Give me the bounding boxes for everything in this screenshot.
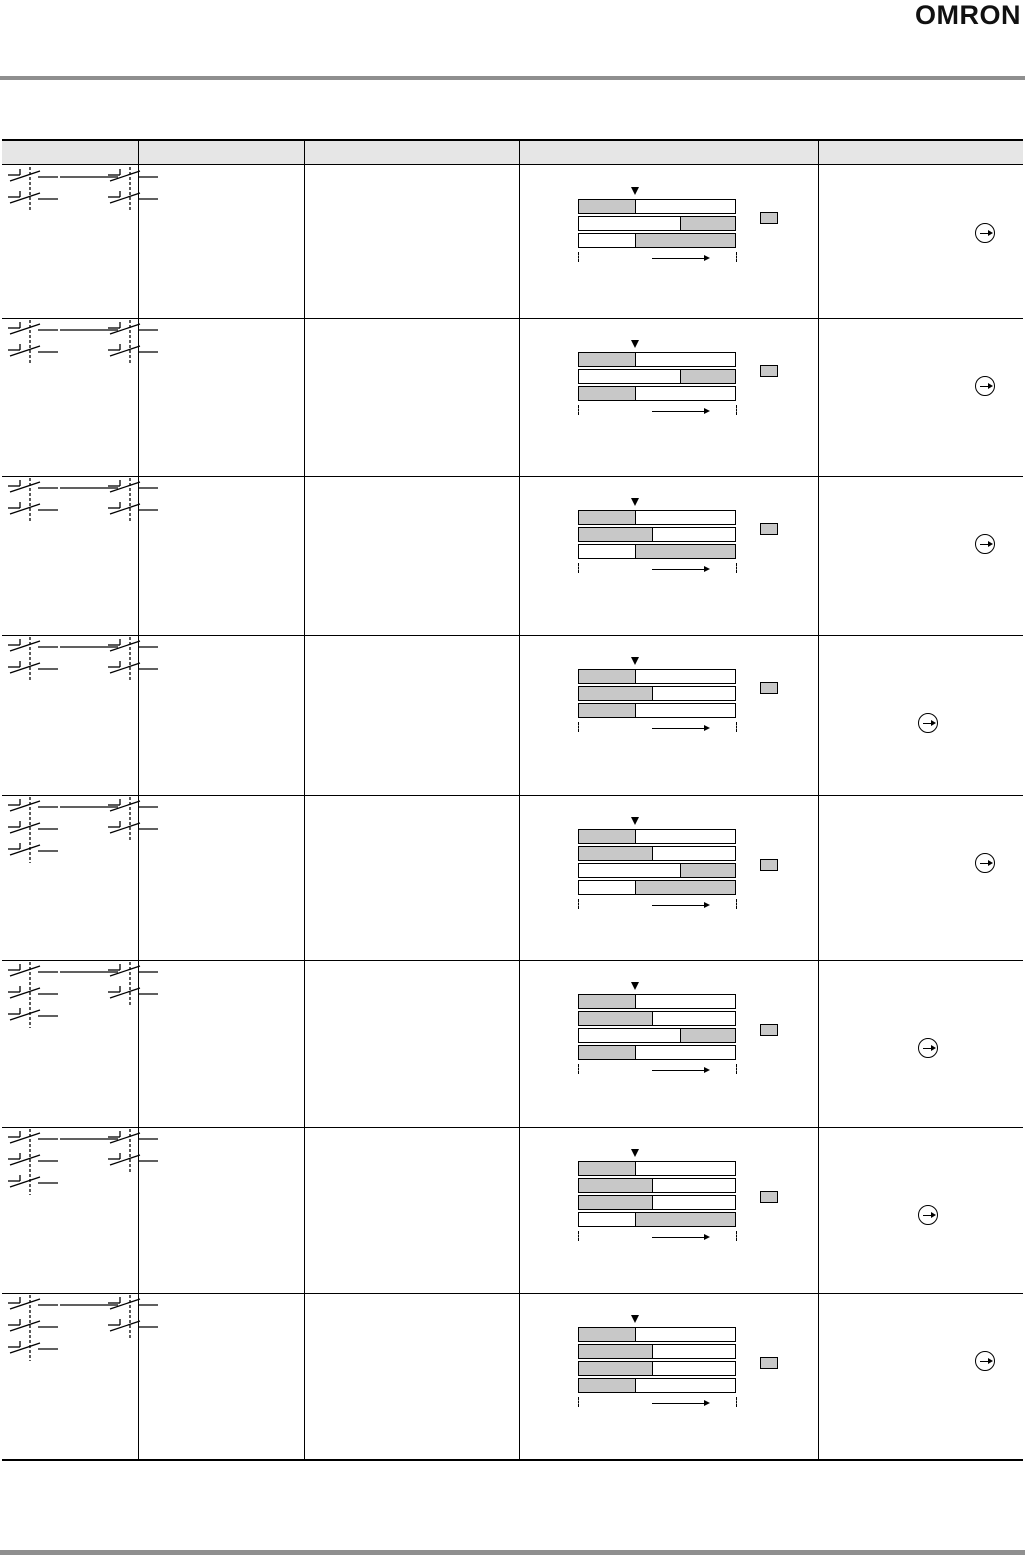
timing-bar-divider: [635, 670, 636, 683]
timing-bar-on-segment: [579, 847, 652, 860]
timing-bar: [578, 1045, 736, 1060]
table-row: [0, 1293, 1025, 1459]
timing-bar-on-segment: [579, 995, 635, 1008]
timing-bar-divider: [680, 217, 681, 230]
row-divider: [2, 476, 1023, 477]
timing-bar-divider: [635, 1379, 636, 1392]
timing-chart: [560, 809, 800, 899]
timing-range-tick: [578, 563, 579, 573]
timing-range-tick: [736, 722, 737, 732]
timing-bar-divider: [635, 1213, 636, 1226]
timing-bar-on-segment: [680, 217, 735, 230]
timing-bar-on-segment: [579, 353, 635, 366]
timing-bar: [578, 352, 736, 367]
table-row: [0, 960, 1025, 1127]
row-divider: [2, 1293, 1023, 1294]
timing-bar-on-segment: [579, 528, 652, 541]
timing-bar-divider: [652, 687, 653, 700]
rotation-dial-icon: [975, 376, 995, 396]
timing-bar-on-segment: [579, 387, 635, 400]
timing-bar-divider: [635, 200, 636, 213]
row-divider: [2, 1127, 1023, 1128]
timing-range-tick: [578, 1231, 579, 1241]
timing-range-tick: [578, 722, 579, 732]
timing-bar: [578, 1344, 736, 1359]
legend-swatch: [760, 212, 778, 224]
timing-range-tick: [736, 405, 737, 415]
timing-bar-on-segment: [635, 1213, 735, 1226]
timing-bar-on-segment: [579, 1362, 652, 1375]
rotation-dial-icon: [918, 713, 938, 733]
timing-bar-divider: [652, 528, 653, 541]
table-header-row: [2, 141, 1023, 164]
timing-bar-on-segment: [579, 1179, 652, 1192]
direction-arrow-icon: [652, 258, 708, 259]
timing-bar: [578, 199, 736, 214]
timing-chart: [560, 974, 800, 1064]
rotation-dial-icon: [975, 853, 995, 873]
rotation-dial-icon: [975, 223, 995, 243]
timing-range-tick: [578, 899, 579, 909]
direction-arrow-icon: [652, 905, 708, 906]
timing-bar-on-segment: [579, 1196, 652, 1209]
timing-bar-on-segment: [579, 1046, 635, 1059]
table-row: [0, 476, 1025, 635]
timing-bar-on-segment: [579, 670, 635, 683]
timing-bar-divider: [635, 234, 636, 247]
timing-range-tick: [736, 1397, 737, 1407]
contact-diagram: [0, 165, 175, 240]
timing-bar-divider: [635, 1046, 636, 1059]
legend-swatch: [760, 365, 778, 377]
timing-bar: [578, 216, 736, 231]
direction-arrow-icon: [652, 569, 708, 570]
rotation-dial-icon: [918, 1038, 938, 1058]
timing-bar-divider: [652, 1179, 653, 1192]
contact-diagram: [0, 476, 175, 551]
rotation-dial-icon: [975, 1351, 995, 1371]
legend-swatch: [760, 859, 778, 871]
timing-bar-on-segment: [579, 704, 635, 717]
timing-bar-on-segment: [579, 1162, 635, 1175]
timing-range-tick: [578, 1064, 579, 1074]
row-divider: [2, 635, 1023, 636]
timing-bar-on-segment: [579, 687, 652, 700]
timing-bar-divider: [635, 387, 636, 400]
timing-bar: [578, 880, 736, 895]
position-marker-icon: [631, 1315, 639, 1323]
timing-bar-divider: [635, 1328, 636, 1341]
timing-bar: [578, 1327, 736, 1342]
timing-bar: [578, 386, 736, 401]
table-row: [0, 795, 1025, 960]
timing-chart: [560, 332, 800, 422]
timing-bar-divider: [680, 370, 681, 383]
timing-bar: [578, 1028, 736, 1043]
timing-range-tick: [736, 563, 737, 573]
timing-chart: [560, 649, 800, 739]
contact-diagram: [0, 795, 175, 870]
timing-bar-divider: [635, 1162, 636, 1175]
legend-swatch: [760, 1357, 778, 1369]
timing-bar-on-segment: [635, 881, 735, 894]
timing-bar: [578, 1361, 736, 1376]
contact-diagram: [0, 960, 175, 1035]
timing-range-tick: [578, 1397, 579, 1407]
timing-bar-divider: [680, 1029, 681, 1042]
contact-diagram: [0, 1293, 175, 1368]
timing-bar-divider: [635, 545, 636, 558]
timing-bar: [578, 1161, 736, 1176]
contact-diagram: [0, 318, 175, 393]
timing-bar-on-segment: [579, 1379, 635, 1392]
position-marker-icon: [631, 657, 639, 665]
timing-range-tick: [736, 1064, 737, 1074]
legend-swatch: [760, 1191, 778, 1203]
timing-range-tick: [578, 252, 579, 262]
timing-bar: [578, 544, 736, 559]
table-row: [0, 318, 1025, 476]
direction-arrow-icon: [652, 1237, 708, 1238]
timing-bar-on-segment: [579, 1328, 635, 1341]
contact-diagram: [0, 1127, 175, 1202]
timing-bar: [578, 994, 736, 1009]
timing-bar-on-segment: [579, 200, 635, 213]
timing-bar: [578, 369, 736, 384]
timing-bar-divider: [635, 704, 636, 717]
footer-rule: [0, 1550, 1025, 1555]
direction-arrow-icon: [652, 411, 708, 412]
timing-range-tick: [736, 252, 737, 262]
position-marker-icon: [631, 1149, 639, 1157]
timing-bar-on-segment: [680, 370, 735, 383]
position-marker-icon: [631, 982, 639, 990]
timing-bar: [578, 1378, 736, 1393]
timing-bar: [578, 1212, 736, 1227]
row-divider: [2, 795, 1023, 796]
row-divider: [2, 318, 1023, 319]
timing-bar-on-segment: [635, 545, 735, 558]
table-row: [0, 635, 1025, 795]
legend-swatch: [760, 523, 778, 535]
row-divider: [2, 960, 1023, 961]
timing-bar: [578, 1195, 736, 1210]
timing-bar-divider: [635, 511, 636, 524]
table-row: [0, 1127, 1025, 1293]
rotation-dial-icon: [975, 534, 995, 554]
omron-logo: OMRON: [915, 0, 1021, 30]
position-marker-icon: [631, 498, 639, 506]
table-row: [0, 165, 1025, 318]
timing-bar: [578, 863, 736, 878]
timing-bar: [578, 1178, 736, 1193]
timing-bar-divider: [680, 864, 681, 877]
timing-bar-on-segment: [635, 234, 735, 247]
timing-range-tick: [578, 405, 579, 415]
timing-bar: [578, 669, 736, 684]
timing-bar-divider: [652, 1012, 653, 1025]
timing-bar: [578, 527, 736, 542]
timing-chart: [560, 1141, 800, 1231]
timing-range-tick: [736, 899, 737, 909]
position-marker-icon: [631, 187, 639, 195]
timing-bar-divider: [652, 847, 653, 860]
timing-range-tick: [736, 1231, 737, 1241]
timing-bar-divider: [652, 1196, 653, 1209]
timing-bar: [578, 686, 736, 701]
legend-swatch: [760, 682, 778, 694]
rotation-dial-icon: [918, 1205, 938, 1225]
timing-bar: [578, 846, 736, 861]
position-marker-icon: [631, 817, 639, 825]
direction-arrow-icon: [652, 728, 708, 729]
timing-bar-divider: [635, 830, 636, 843]
direction-arrow-icon: [652, 1403, 708, 1404]
timing-bar-on-segment: [579, 511, 635, 524]
timing-bar-on-segment: [680, 864, 735, 877]
timing-bar-on-segment: [579, 1012, 652, 1025]
timing-bar-divider: [635, 881, 636, 894]
timing-chart: [560, 1307, 800, 1397]
timing-bar-divider: [652, 1362, 653, 1375]
legend-swatch: [760, 1024, 778, 1036]
timing-chart: [560, 490, 800, 580]
position-marker-icon: [631, 340, 639, 348]
timing-bar: [578, 510, 736, 525]
timing-bar: [578, 233, 736, 248]
timing-bar: [578, 703, 736, 718]
timing-bar-divider: [635, 353, 636, 366]
timing-bar-divider: [652, 1345, 653, 1358]
timing-bar: [578, 1011, 736, 1026]
table-bottom-border: [2, 1459, 1023, 1461]
direction-arrow-icon: [652, 1070, 708, 1071]
timing-bar-on-segment: [579, 1345, 652, 1358]
timing-chart: [560, 179, 800, 269]
contact-diagram: [0, 635, 175, 710]
timing-bar: [578, 829, 736, 844]
timing-bar-on-segment: [680, 1029, 735, 1042]
timing-bar-on-segment: [579, 830, 635, 843]
timing-bar-divider: [635, 995, 636, 1008]
